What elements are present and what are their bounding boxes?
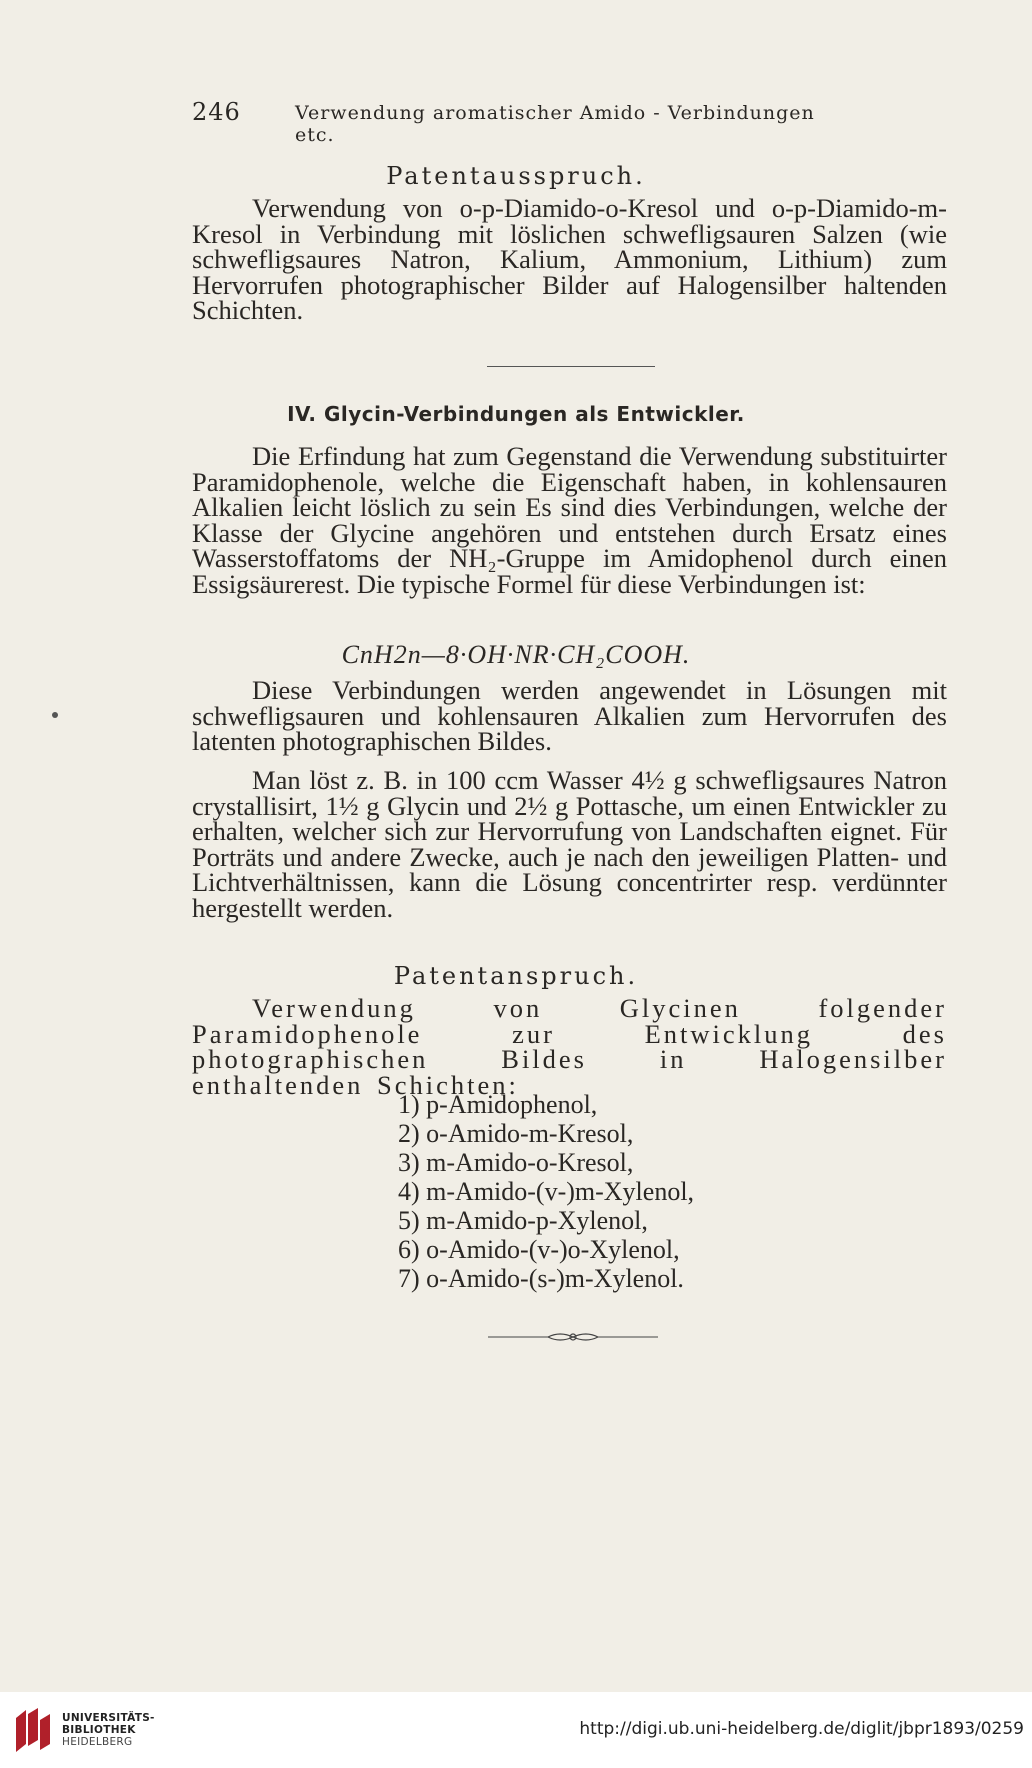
patent-claim-text-2: Verwendung von Glycinen folgender Paramidophenole zur Entwicklung des photographischen Bildes in Halogensilber enthaltenden Schichten: xyxy=(192,993,947,1100)
list-item: 3) m-Amido-o-Kresol, xyxy=(398,1148,634,1177)
patent-claim-title-2: Patentanspruch. xyxy=(393,962,639,990)
list-item: 4) m-Amido-(v-)m-Xylenol, xyxy=(398,1177,695,1206)
patent-claim-text-1: Verwendung von o-p-Diamido-o-Kresol und o-p-Diamido-m-Kresol in Verbindung mit löslichen schwefligsauren Salzen (wie schwefligsaures Natron, Kalium, Ammonium, Lithium) zum Hervorrufen photographischer Bilder auf Halogensilber haltenden Schichten. xyxy=(192,193,947,325)
patent-claim-title-1: Patentausspruch. xyxy=(386,162,646,190)
body-paragraph-2: Diese Verbindungen werden angewendet in Lösungen mit schwefligsauren und kohlensauren Alkalien zum Hervorrufen des latenten photographischen Bildes. xyxy=(192,675,947,756)
section-heading-glycin: IV. Glycin-Verbindungen als Entwickler. xyxy=(287,402,745,426)
running-title: Verwendung aromatischer Amido - Verbindungen etc. xyxy=(295,102,815,146)
list-item: 2) o-Amido-m-Kresol, xyxy=(398,1119,634,1148)
library-logo-icon xyxy=(12,1706,54,1756)
end-ornament xyxy=(488,1330,658,1344)
list-item: 1) p-Amidophenol, xyxy=(398,1090,598,1119)
page-number: 246 xyxy=(192,98,241,126)
library-name: UNIVERSITÄTS- BIBLIOTHEK HEIDELBERG xyxy=(62,1712,155,1748)
chemical-formula: CnH2n—8·OH·NR·CH₂COOH. xyxy=(341,640,691,669)
body-paragraph-3: Man löst z. B. in 100 ccm Wasser 4½ g schwefligsaures Natron crystallisirt, 1½ g Glycin und 2½ g Pottasche, um einen Entwickler zu erhalten, welcher sich zur Hervorrufung von Landschaften eignet. Für Porträts und andere Zwecke, auch je nach den jeweiligen Platten- und Lichtverhältnissen, kann die Lösung concentrirter resp. verdünnter hergestellt werden. xyxy=(192,765,947,923)
claim-list xyxy=(398,1090,694,1293)
margin-mark xyxy=(52,712,58,718)
list-item: 5) m-Amido-p-Xylenol, xyxy=(398,1206,648,1235)
list-item: 7) o-Amido-(s-)m-Xylenol. xyxy=(398,1264,684,1293)
viewer-footer xyxy=(0,1692,1032,1768)
source-url-link[interactable]: http://digi.ub.uni-heidelberg.de/diglit/jbpr1893/0259 xyxy=(579,1719,1024,1739)
body-paragraph-1: Die Erfindung hat zum Gegenstand die Verwendung substituirter Paramidophenole, welche die Eigenschaft haben, in kohlensauren Alkalien leicht löslich zu sein Es sind dies Verbindungen, welche der Klasse der Glycine angehören und entstehen durch Ersatz eines Wasserstoffatoms der NH₂-Gruppe im Amidophenol durch einen Essigsäurerest. Die typische Formel für diese Verbindungen ist: xyxy=(192,441,947,599)
list-item: 6) o-Amido-(v-)o-Xylenol, xyxy=(398,1235,680,1264)
section-divider xyxy=(487,366,655,367)
